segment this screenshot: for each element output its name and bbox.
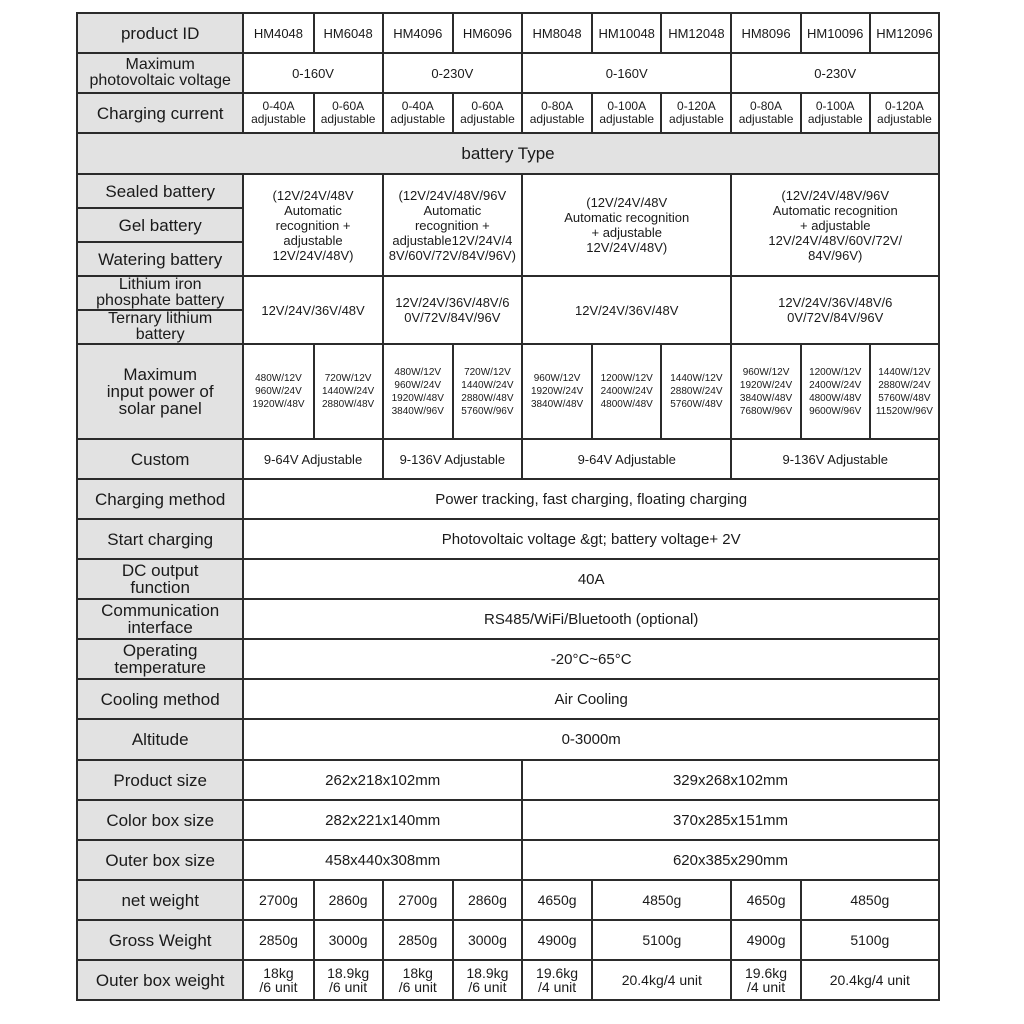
row-outer-box-size xyxy=(77,840,939,880)
outer-box-weight-value: 18kg /6 unit xyxy=(243,960,313,1000)
operating-temp-value: -20°C~65°C xyxy=(243,639,939,679)
model-cell: HM8096 xyxy=(731,13,800,53)
lithium-value: 12V/24V/36V/48V/6 0V/72V/84V/96V xyxy=(731,276,939,344)
lithium-value: 12V/24V/36V/48V/6 0V/72V/84V/96V xyxy=(383,276,522,344)
charging-current-value: 0-120A adjustable xyxy=(661,93,731,133)
gross-weight-value: 4900g xyxy=(522,920,592,960)
model-cell: HM12048 xyxy=(661,13,731,53)
lead-acid-value: (12V/24V/48V Automatic recognition + adjustable 12V/24V/48V) xyxy=(522,174,731,276)
model-cell: HM10048 xyxy=(592,13,661,53)
input-power-value: 720W/12V 1440W/24V 2880W/48V xyxy=(314,344,383,439)
battery-type-heading: battery Type xyxy=(77,133,939,174)
gross-weight-label: Gross Weight xyxy=(77,920,243,960)
charging-current-label: Charging current xyxy=(77,93,243,133)
start-charging-label: Start charging xyxy=(77,519,243,559)
model-cell: HM6048 xyxy=(314,13,383,53)
outer-box-weight-value: 20.4kg/4 unit xyxy=(592,960,731,1000)
watering-battery-label: Watering battery xyxy=(77,242,243,276)
custom-value: 9-64V Adjustable xyxy=(243,439,382,479)
input-power-value: 1200W/12V 2400W/24V 4800W/48V xyxy=(592,344,661,439)
net-weight-value: 4850g xyxy=(592,880,731,920)
outer-box-weight-value: 20.4kg/4 unit xyxy=(801,960,939,1000)
charging-method-label: Charging method xyxy=(77,479,243,519)
gross-weight-value: 2850g xyxy=(243,920,313,960)
outer-box-size-label: Outer box size xyxy=(77,840,243,880)
net-weight-label: net weight xyxy=(77,880,243,920)
cooling-value: Air Cooling xyxy=(243,679,939,719)
lead-acid-value: (12V/24V/48V/96V Automatic recognition + adjustable 12V/24V/48V/60V/72V/ 84V/96V) xyxy=(731,174,939,276)
altitude-value: 0-3000m xyxy=(243,719,939,760)
lithium-iron-label: Lithium iron phosphate battery xyxy=(77,276,243,310)
max-pv-voltage-value: 0-230V xyxy=(383,53,522,93)
model-cell: HM4096 xyxy=(383,13,453,53)
max-pv-voltage-value: 0-230V xyxy=(731,53,939,93)
model-cell: HM6096 xyxy=(453,13,522,53)
custom-value: 9-136V Adjustable xyxy=(731,439,939,479)
communication-value: RS485/WiFi/Bluetooth (optional) xyxy=(243,599,939,639)
row-gross-weight xyxy=(77,920,939,960)
charging-current-value: 0-40A adjustable xyxy=(243,93,313,133)
dc-output-label: DC output function xyxy=(77,559,243,599)
input-power-value: 1440W/12V 2880W/24V 5760W/48V 11520W/96V xyxy=(870,344,939,439)
model-cell: HM10096 xyxy=(801,13,870,53)
charging-current-value: 0-120A adjustable xyxy=(870,93,939,133)
row-custom xyxy=(77,439,939,479)
start-charging-value: Photovoltaic voltage &gt; battery voltage+ 2V xyxy=(243,519,939,559)
lead-acid-value: (12V/24V/48V/96V Automatic recognition + adjustable12V/24V/4 8V/60V/72V/84V/96V) xyxy=(383,174,522,276)
input-power-value: 480W/12V 960W/24V 1920W/48V xyxy=(243,344,313,439)
row-dc-output xyxy=(77,559,939,599)
custom-label: Custom xyxy=(77,439,243,479)
row-product-id xyxy=(77,13,939,53)
net-weight-value: 2700g xyxy=(243,880,313,920)
row-color-box-size xyxy=(77,800,939,840)
operating-temp-label: Operating temperature xyxy=(77,639,243,679)
color-box-size-value: 282x221x140mm xyxy=(243,800,522,840)
outer-box-weight-value: 19.6kg /4 unit xyxy=(522,960,592,1000)
row-outer-box-weight xyxy=(77,960,939,1000)
altitude-label: Altitude xyxy=(77,719,243,760)
lead-acid-value: (12V/24V/48V Automatic recognition + adjustable 12V/24V/48V) xyxy=(243,174,382,276)
gross-weight-value: 3000g xyxy=(453,920,522,960)
gross-weight-value: 2850g xyxy=(383,920,453,960)
model-cell: HM12096 xyxy=(870,13,939,53)
charging-current-value: 0-80A adjustable xyxy=(731,93,800,133)
cooling-label: Cooling method xyxy=(77,679,243,719)
gross-weight-value: 3000g xyxy=(314,920,383,960)
gross-weight-value: 5100g xyxy=(592,920,731,960)
row-product-size xyxy=(77,760,939,800)
max-input-power-label: Maximum input power of solar panel xyxy=(77,344,243,439)
input-power-value: 960W/12V 1920W/24V 3840W/48V xyxy=(522,344,592,439)
color-box-size-value: 370x285x151mm xyxy=(522,800,939,840)
row-battery-type xyxy=(77,133,939,174)
gel-battery-label: Gel battery xyxy=(77,208,243,242)
row-net-weight xyxy=(77,880,939,920)
row-cooling xyxy=(77,679,939,719)
max-pv-voltage-value: 0-160V xyxy=(243,53,382,93)
model-cell: HM8048 xyxy=(522,13,592,53)
row-operating-temp xyxy=(77,639,939,679)
net-weight-value: 4650g xyxy=(522,880,592,920)
custom-value: 9-64V Adjustable xyxy=(522,439,731,479)
gross-weight-value: 5100g xyxy=(801,920,939,960)
charging-current-value: 0-100A adjustable xyxy=(801,93,870,133)
max-pv-voltage-value: 0-160V xyxy=(522,53,731,93)
net-weight-value: 2860g xyxy=(453,880,522,920)
gross-weight-value: 4900g xyxy=(731,920,800,960)
lithium-value: 12V/24V/36V/48V xyxy=(243,276,382,344)
dc-output-value: 40A xyxy=(243,559,939,599)
outer-box-weight-value: 19.6kg /4 unit xyxy=(731,960,800,1000)
outer-box-size-value: 620x385x290mm xyxy=(522,840,939,880)
row-charging-method xyxy=(77,479,939,519)
row-sealed-battery xyxy=(77,174,939,208)
net-weight-value: 4850g xyxy=(801,880,939,920)
custom-value: 9-136V Adjustable xyxy=(383,439,522,479)
row-communication xyxy=(77,599,939,639)
max-pv-voltage-label: Maximum photovoltaic voltage xyxy=(77,53,243,93)
input-power-value: 1200W/12V 2400W/24V 4800W/48V 9600W/96V xyxy=(801,344,870,439)
input-power-value: 720W/12V 1440W/24V 2880W/48V 5760W/96V xyxy=(453,344,522,439)
input-power-value: 960W/12V 1920W/24V 3840W/48V 7680W/96V xyxy=(731,344,800,439)
charging-current-value: 0-100A adjustable xyxy=(592,93,661,133)
sealed-battery-label: Sealed battery xyxy=(77,174,243,208)
charging-method-value: Power tracking, fast charging, floating charging xyxy=(243,479,939,519)
outer-box-weight-value: 18kg /6 unit xyxy=(383,960,453,1000)
row-altitude xyxy=(77,719,939,760)
net-weight-value: 2860g xyxy=(314,880,383,920)
outer-box-weight-value: 18.9kg /6 unit xyxy=(453,960,522,1000)
communication-label: Communication interface xyxy=(77,599,243,639)
net-weight-value: 4650g xyxy=(731,880,800,920)
input-power-value: 480W/12V 960W/24V 1920W/48V 3840W/96V xyxy=(383,344,453,439)
product-size-value: 262x218x102mm xyxy=(243,760,522,800)
row-max-pv-voltage xyxy=(77,53,939,93)
charging-current-value: 0-60A adjustable xyxy=(453,93,522,133)
outer-box-weight-label: Outer box weight xyxy=(77,960,243,1000)
product-size-value: 329x268x102mm xyxy=(522,760,939,800)
outer-box-size-value: 458x440x308mm xyxy=(243,840,522,880)
row-lithium-iron xyxy=(77,276,939,310)
charging-current-value: 0-40A adjustable xyxy=(383,93,453,133)
ternary-lithium-label: Ternary lithium battery xyxy=(77,310,243,344)
charging-current-value: 0-80A adjustable xyxy=(522,93,592,133)
color-box-size-label: Color box size xyxy=(77,800,243,840)
row-max-input-power xyxy=(77,344,939,439)
spec-table xyxy=(76,12,940,1001)
row-start-charging xyxy=(77,519,939,559)
lithium-value: 12V/24V/36V/48V xyxy=(522,276,731,344)
charging-current-value: 0-60A adjustable xyxy=(314,93,383,133)
product-id-label: product ID xyxy=(77,13,243,53)
product-size-label: Product size xyxy=(77,760,243,800)
model-cell: HM4048 xyxy=(243,13,313,53)
outer-box-weight-value: 18.9kg /6 unit xyxy=(314,960,383,1000)
input-power-value: 1440W/12V 2880W/24V 5760W/48V xyxy=(661,344,731,439)
row-charging-current xyxy=(77,93,939,133)
net-weight-value: 2700g xyxy=(383,880,453,920)
